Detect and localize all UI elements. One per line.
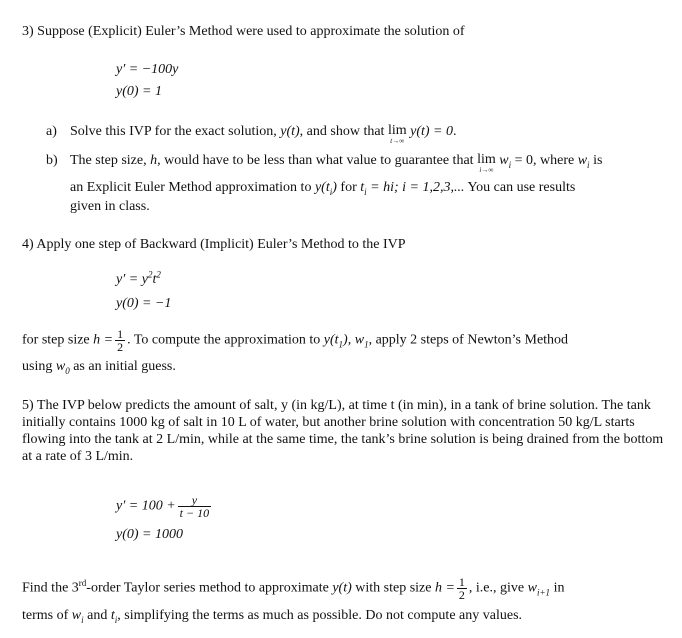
for-word: for	[340, 180, 357, 195]
q4-text-a: for step size	[22, 332, 90, 348]
q3-part-a-text-2: , and show that	[299, 124, 385, 139]
q4-intro: 4) Apply one step of Backward (Implicit) Euler’s Method to the IVP	[22, 237, 406, 252]
q5-text-simplify: , simplifying the terms as much as possible. Do not compute any values.	[117, 608, 523, 623]
one-half-fraction	[115, 328, 125, 353]
w-symbol: w	[499, 153, 509, 168]
period: .	[452, 124, 457, 139]
y-over-t-minus-10	[178, 494, 211, 519]
w-subscript: i	[587, 159, 590, 170]
w-symbol: w	[354, 332, 365, 348]
w-subscript: i+1	[536, 587, 551, 598]
q5-equation-2: y(0) = 1000	[116, 527, 183, 542]
exponent: 2	[156, 269, 161, 280]
q3-part-b-line-2	[70, 180, 575, 196]
grid-definition: = hi; i = 1,2,3,...	[366, 180, 465, 195]
y-of-t: y(t	[314, 180, 330, 195]
q4-equation-2: y(0) = −1	[116, 296, 172, 311]
q3-part-b2-text-1: an Explicit Euler Method approximation to	[70, 180, 312, 195]
q5-text-find: Find the 3	[22, 580, 79, 596]
w-symbol: w	[577, 153, 588, 168]
numerator: 1	[117, 327, 124, 341]
w-subscript: i	[508, 159, 512, 170]
q4-text-b: . To compute the approximation to	[127, 332, 321, 348]
numerator: 1	[458, 575, 465, 589]
denominator: t − 10	[179, 506, 210, 520]
step-size-h: h	[150, 153, 158, 168]
y-of-t: y(t)	[332, 580, 352, 596]
q5-text-ie: , i.e., give	[468, 580, 525, 596]
q5-paragraph: 5) The IVP below predicts the amount of salt, y (in kg/L), at time t (in min), in a tank of brine solution. The tank initially contains 1000 kg of salt in 10 L of water, but another brine solution with concentration 50 kg/L starts flowing into the tank at 2 L/min, while at the same time, the tank’s brine solution is being drained from the bottom at a rate of 3 L/min.	[22, 398, 664, 464]
q4-line-2	[22, 359, 176, 375]
q3-part-b-limit	[477, 153, 496, 173]
q3-part-b-text-3: , where	[533, 153, 575, 168]
t-symbol: t	[110, 608, 115, 623]
ordinal-superscript: rd	[78, 578, 87, 589]
q3-part-b-text-1: The step size,	[70, 153, 147, 168]
w-symbol: w	[55, 359, 66, 374]
q3-part-a-limit	[388, 124, 407, 144]
t-subscript: i	[114, 614, 118, 625]
q3-part-a-text-1: Solve this IVP for the exact solution,	[70, 124, 277, 139]
q3-part-a-yt: y(t)	[280, 124, 300, 139]
q4-text-using: using	[22, 359, 53, 374]
q4-text-c: , apply 2 steps of Newton’s Method	[368, 332, 569, 348]
lim-subscript: t→∞	[390, 137, 405, 145]
q5-equation-1	[116, 494, 213, 519]
q4-equation-1	[116, 269, 161, 288]
q3-part-b2-text-2: You can use results	[467, 180, 576, 195]
exponent: 2	[147, 269, 153, 280]
step-size-h: h =	[93, 332, 114, 348]
q3-part-a-line	[70, 124, 456, 144]
lim-operator: lim	[387, 123, 407, 138]
step-size-h: h =	[434, 580, 455, 596]
paren: )	[332, 180, 337, 195]
eq-lhs: y′ = y	[116, 272, 148, 287]
q5-line-2	[22, 608, 522, 624]
w-subscript: 1	[364, 339, 369, 350]
t-subscript: i	[329, 186, 333, 197]
eq-lhs: y′ = 100 +	[116, 498, 176, 514]
w-subscript: 0	[65, 365, 70, 376]
q3-equation-2: y(0) = 1	[116, 84, 162, 99]
paren: ),	[343, 332, 352, 348]
one-half-fraction	[457, 576, 467, 601]
q3-part-b-line-1	[70, 153, 602, 173]
q5-text-in: in	[553, 580, 565, 596]
q4-line-1	[22, 328, 568, 353]
q5-text-step: with step size	[355, 580, 432, 596]
lim-operator: lim	[477, 152, 496, 167]
t-subscript: i	[364, 186, 367, 197]
w-symbol: w	[71, 608, 82, 623]
lim-subscript: i→∞	[479, 166, 494, 174]
denominator: 2	[117, 340, 124, 354]
q3-part-b-label: b)	[46, 153, 58, 168]
t-symbol: t	[152, 272, 157, 287]
q3-equation-1: y′ = −100y	[116, 62, 179, 77]
q3-part-b-line-3: given in class.	[70, 199, 150, 214]
t-subscript: 1	[338, 339, 344, 350]
t-symbol: t	[360, 180, 365, 195]
q3-part-a-limit-expr: y(t) = 0	[410, 124, 453, 139]
q3-part-b-is: is	[593, 153, 603, 168]
q5-text-terms: terms of	[22, 608, 69, 623]
limit-value: = 0	[511, 153, 533, 168]
q5-line-1	[22, 576, 564, 601]
w-symbol: w	[527, 580, 537, 596]
denominator: 2	[458, 588, 465, 602]
y-of-t: y(t	[323, 332, 339, 348]
q5-text-and: and	[87, 608, 108, 623]
q3-part-b-text-2: , would have to be less than what value to guarantee that	[157, 153, 474, 168]
numerator: y	[178, 494, 211, 507]
q3-intro: 3) Suppose (Explicit) Euler’s Method were used to approximate the solution of	[22, 24, 465, 39]
w-subscript: i	[81, 614, 84, 625]
q3-part-a-label: a)	[46, 124, 57, 139]
q4-text-guess: as an initial guess.	[73, 359, 176, 374]
q5-text-order: -order Taylor series method to approximate	[86, 580, 329, 596]
